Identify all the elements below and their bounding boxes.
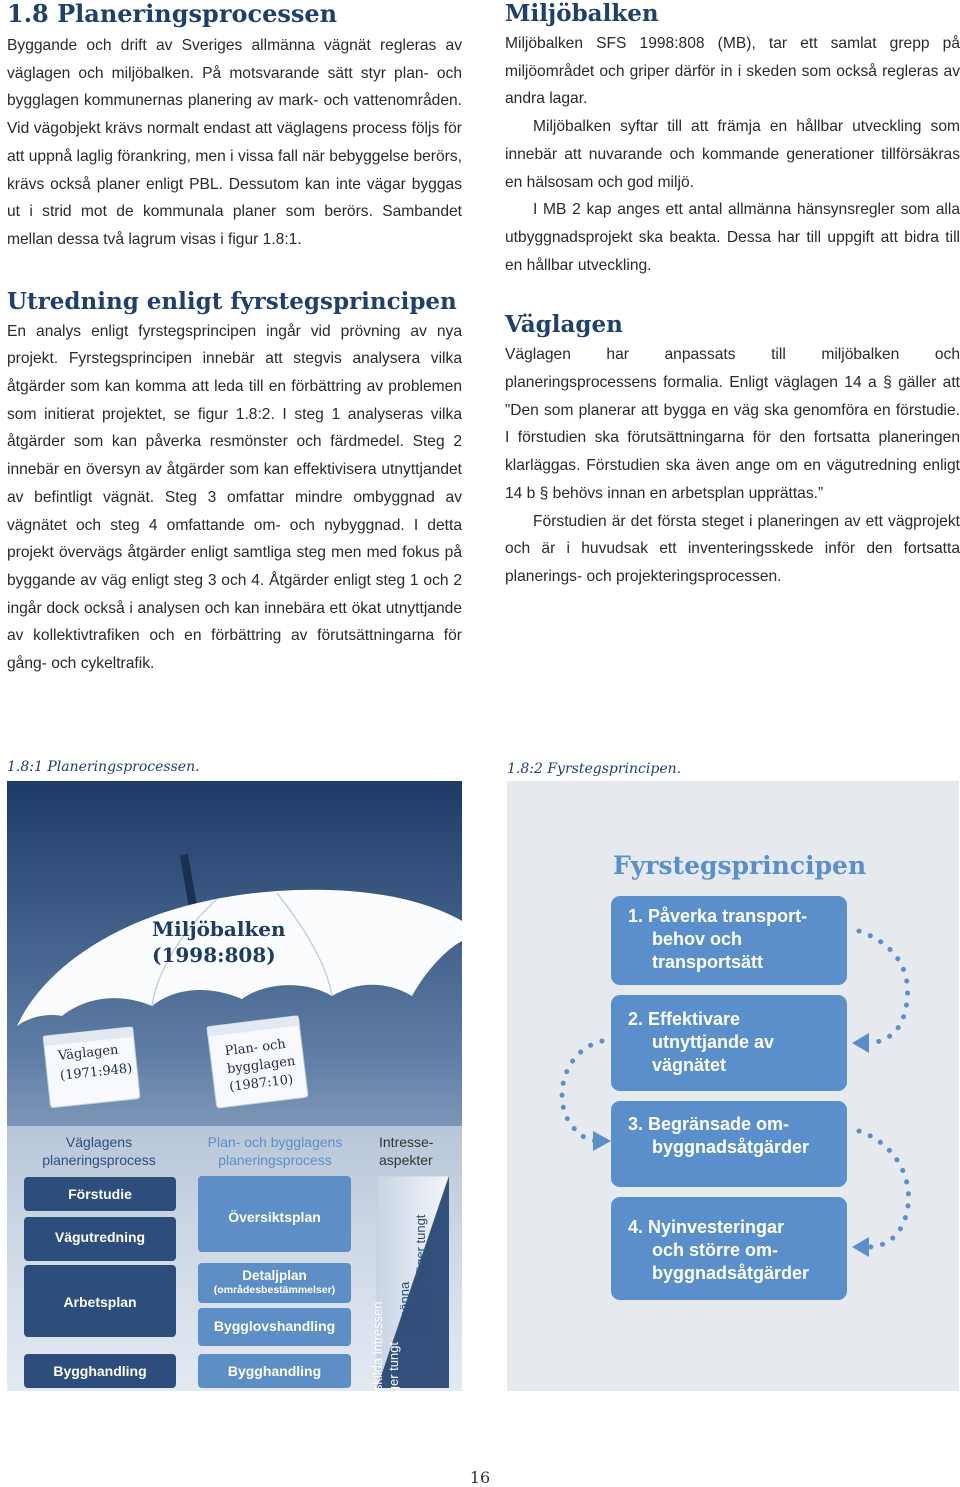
miljobalken-paragraph-3: I MB 2 kap anges ett antal allmänna hänsynsregler som alla utbyggnadsprojekt ska beakta. Dessa har till uppgift att bidra till en hållbar utveckling. (505, 201, 960, 274)
col2-header-line-2: planeringsprocess (218, 1152, 332, 1168)
col3-header-line-1: Intresse- (379, 1134, 434, 1150)
vaglagen-paragraph-1: Väglagen har anpassats till miljöbalken och planeringsprocessens formalia. Enligt väglagen 14 a § gäller att ”Den som planerar att bygga en väg ska genomföra en förstudie. I förstudien ska förutsättningarna för den fortsatta planeringen klarläggas. Förstudien ska även ange om en vägutredning enligt 14 b § behövs innan en arbetsplan upprättas.” (505, 346, 960, 502)
step-2-label (628, 1008, 774, 1077)
section-title: 1.8 Planeringsprocessen (7, 0, 338, 28)
right-column (505, 0, 960, 591)
step-1-line-1: 1. Påverka transport- (628, 906, 808, 926)
step-1-label (628, 905, 807, 974)
col2-header-line-1: Plan- och bygglagens (207, 1134, 343, 1150)
step-4-line-3: byggnadsåtgärder (652, 1263, 810, 1283)
book-vaglagen-line-1: Väglagen (57, 1042, 120, 1064)
vaglagen-paragraph-2: Förstudien är det första steget i planeringen av ett vägprojekt och är i huvudsak ett inventeringsskede inför den fortsatta planerings- och projekteringsprocessen. (505, 512, 960, 585)
step-3-line-2: byggnadsåtgärder (652, 1137, 810, 1157)
figure2-caption: 1.8:2 Fyrstegsprincipen. (507, 761, 682, 777)
box-arbetsplan: Arbetsplan (63, 1294, 137, 1310)
box-forstudie: Förstudie (68, 1186, 132, 1202)
book-pbl-line-1: Plan- och (224, 1036, 287, 1060)
miljobalken-paragraph-1: Miljöbalken SFS 1998:808 (MB), tar ett samlat grepp på miljöområdet och griper därför in i skeden som också regleras av andra lagar. (505, 35, 960, 108)
step-4-label (628, 1216, 809, 1285)
interest-general-line-2: intressen väger tungt (413, 1214, 428, 1336)
figure1-caption: 1.8:1 Planeringsprocessen. (7, 759, 200, 775)
page-number: 16 (469, 1468, 491, 1487)
umbrella-title-line-1: Miljöbalken (152, 917, 286, 941)
umbrella-title-line-2: (1998:808) (152, 943, 276, 967)
book-vaglagen-label (57, 1039, 133, 1086)
step-2-line-2: utnyttjande av (652, 1032, 775, 1052)
book-pbl-line-3: (1987:10) (228, 1072, 294, 1095)
four-step-labels (507, 781, 959, 1391)
col3-header-line-2: aspekter (379, 1152, 433, 1168)
box-detaljplan (198, 1268, 351, 1298)
col1-header-line-2: planeringsprocess (42, 1152, 156, 1168)
planning-process-labels (7, 781, 462, 1407)
interest-individual-line-2: väger tungt (386, 1341, 401, 1407)
step-4-line-2: och större om- (652, 1240, 779, 1260)
interest-individual-label (370, 1227, 406, 1407)
box-bygghandling-2: Bygghandling (227, 1363, 322, 1379)
four-step-title: Fyrstegsprincipen (613, 851, 867, 880)
vaglagen-title: Väglagen (505, 311, 623, 339)
miljobalken-paragraph-2: Miljöbalken syftar till att främja en hållbar utveckling som innebär att nuvarande och kommande generationer tillförsäkras en hälsosam och god miljö. (505, 118, 960, 191)
col2-header (195, 1133, 355, 1169)
step-1-line-3: transportsätt (652, 952, 764, 972)
box-detaljplan-title: Detaljplan (242, 1268, 307, 1283)
interest-individual-line-1: Enskilda intressen (370, 1301, 385, 1407)
miljobalken-title: Miljöbalken (505, 0, 659, 27)
step-2-line-1: 2. Effektivare (628, 1009, 741, 1029)
step-2-line-3: vägnätet (652, 1055, 727, 1075)
subsection-title: Utredning enligt fyrstegsprincipen (7, 287, 457, 315)
interest-general-line-1: Allmänna (397, 1281, 412, 1336)
book-pbl-label (224, 1035, 299, 1097)
col1-header-line-1: Väglagens (65, 1134, 133, 1150)
step-4-line-1: 4. Nyinvesteringar (628, 1217, 785, 1237)
umbrella-title (152, 916, 286, 968)
step-1-line-2: behov och (652, 929, 743, 949)
left-column (7, 0, 462, 678)
book-pbl-line-2: bygglagen (226, 1053, 297, 1078)
subsection-paragraph: En analys enligt fyrstegsprincipen ingår vid prövning av nya projekt. Fyrstegsprincipen innebär att stegvis analysera vilka åtgärder som kan komma att leda till en förbättring av problemen som initierat projektet, se figur 1.8:2. I steg 1 analyseras vilka åtgärder som kan påverka resmönster och färdmedel. Steg 2 innebär en översyn av åtgärder som kan effektivisera utnyttjandet av befintligt vägnät. Steg 3 omfattar mindre ombyggnad av vägnätet och steg 4 omfattande om- och nybyggnad. I detta projekt övervägs åtgärder enligt samtliga steg men med fokus på byggande av väg enligt steg 3 och 4. Åtgärder enligt steg 1 och 2 ingår dock också i analysen och kan innebära ett ökat utnyttjande av kollektivtrafiken och en förbättring av förutsättningarna för gång- och cykeltrafik. (7, 322, 462, 673)
box-bygghandling-1: Bygghandling (53, 1363, 147, 1379)
step-3-label (628, 1113, 809, 1159)
step-3-line-1: 3. Begränsade om- (628, 1114, 790, 1134)
box-detaljplan-subtitle: (områdesbestämmelser) (213, 1284, 336, 1296)
box-bygglovshandling: Bygglovshandling (213, 1318, 336, 1334)
box-oversiktsplan: Översiktsplan (228, 1209, 321, 1225)
col1-header (24, 1133, 174, 1169)
intro-paragraph: Byggande och drift av Sveriges allmänna vägnät regleras av väglagen och miljöbalken. På motsvarande sätt styr plan- och bygglagen kommunernas planering av mark- och vattenområden. Vid vägobjekt krävs normalt endast att väglagens process följs för att uppnå laglig förankring, men i vissa fall när bebyggelse berörs, krävs också planer enligt PBL. Dessutom kan inte vägar byggas ut i strid mot de kommunala planer som berörs. Sambandet mellan dessa två lagrum visas i figur 1.8:1. (7, 37, 462, 248)
box-vagutredning: Vägutredning (54, 1229, 146, 1245)
book-vaglagen-line-2: (1971:948) (59, 1061, 134, 1084)
